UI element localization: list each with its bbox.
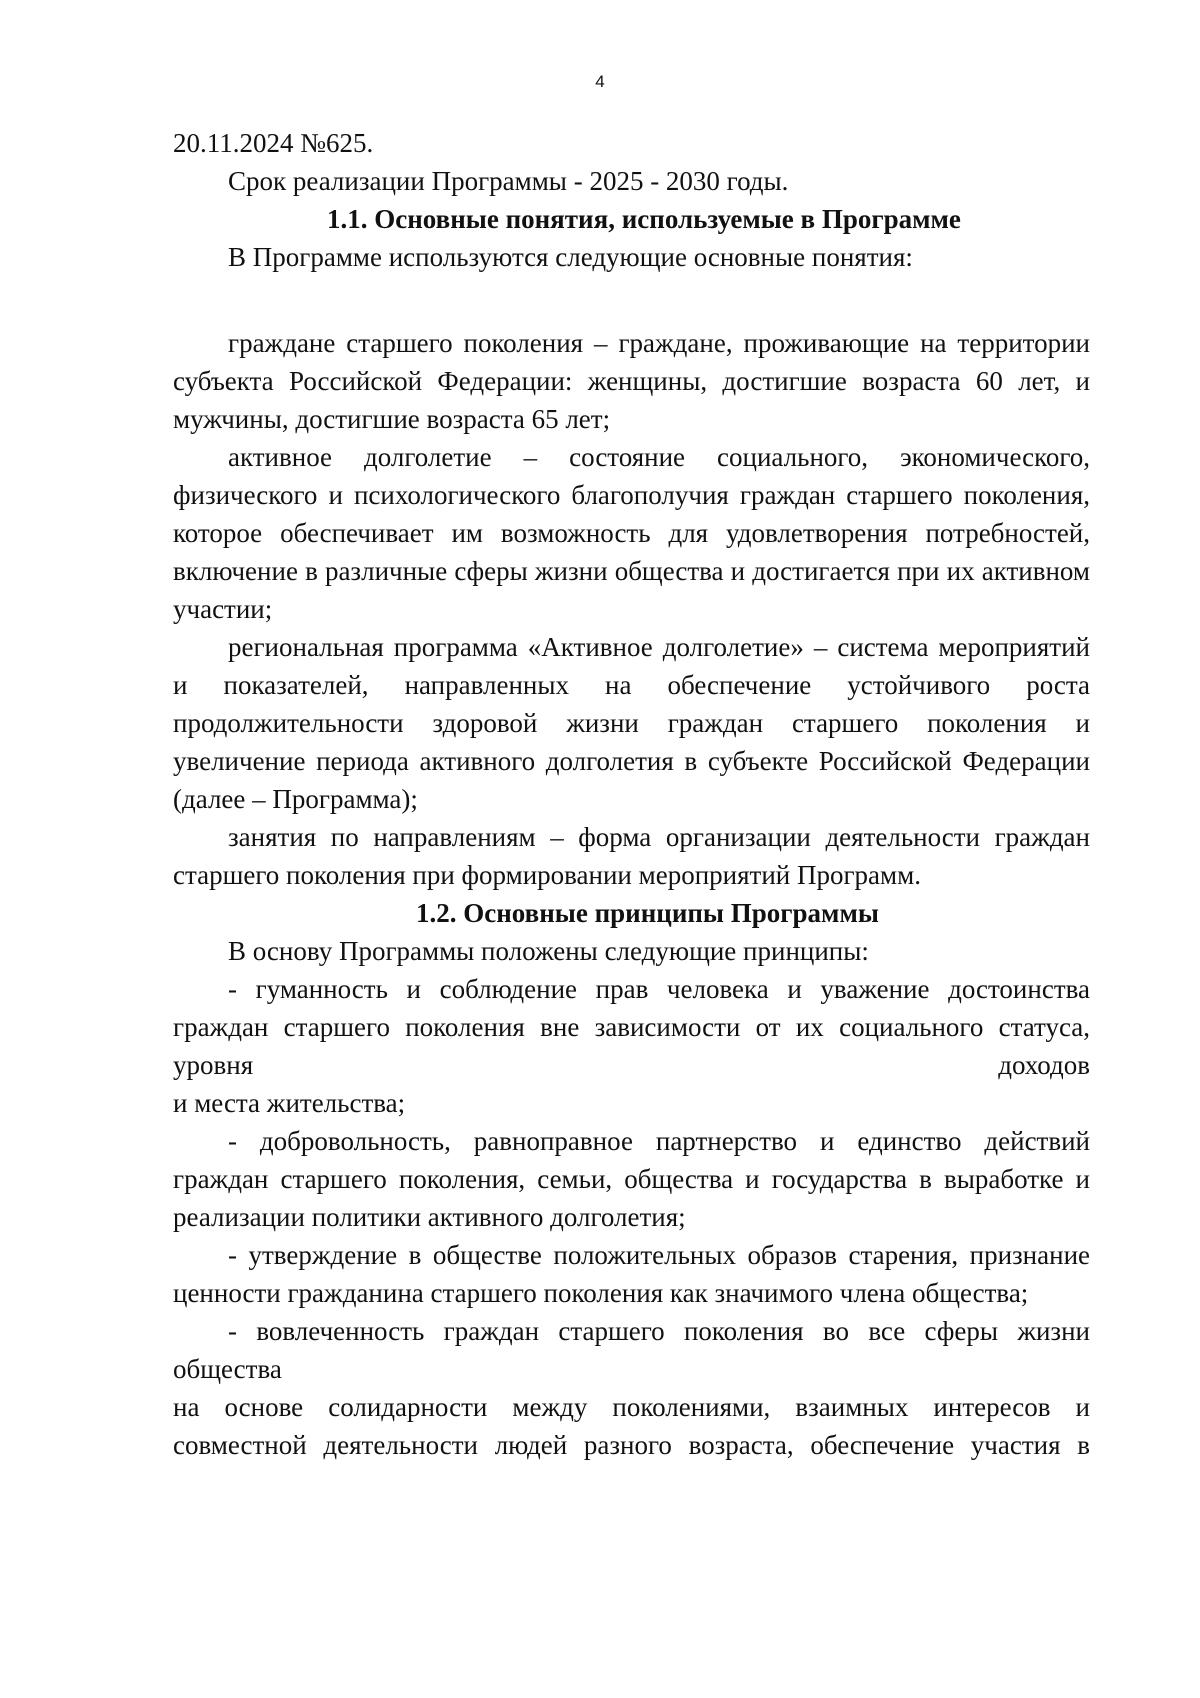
concept-paragraph: граждане старшего поколения – граждане, проживающие на территории субъекта Российской Федерации: женщины, достигшие возраста 60 лет, и мужчины, достигшие возраста 65 лет; <box>173 328 1090 434</box>
concept-paragraph: региональная программа «Активное долголетие» – система мероприятий и показателей, направленных на обеспечение устойчивого роста продолжительности здоровой жизни граждан старшего поколения и увеличение периода активного долголетия в субъекте Российской Федерации (далее – Программа); <box>173 632 1090 814</box>
section-heading-concepts: 1.1. Основные понятия, используемые в Программе <box>327 204 961 234</box>
date-reference-line: 20.11.2024 №625. <box>173 128 374 158</box>
page-number: 4 <box>595 72 605 91</box>
section-heading-principles: 1.2. Основные принципы Программы <box>416 898 879 928</box>
principle-paragraph: - утверждение в обществе положительных образов старения, признание ценности гражданина старшего поколения как значимого члена общества; <box>173 1240 1090 1308</box>
principle-paragraph-continuation: и места жительства; <box>173 1088 406 1118</box>
principle-paragraph: - гуманность и соблюдение прав человека и уважение достоинства граждан старшего поколения вне зависимости от их социального статуса, уровня доходов <box>173 974 1090 1080</box>
concept-paragraph: активное долголетие – состояние социального, экономического, физического и психологического благополучия граждан старшего поколения, которое обеспечивает им возможность для удовлетворения потребностей, включение в различные сферы жизни общества и достигается при их активном участии; <box>173 442 1090 624</box>
principle-paragraph-continuation: на основе солидарности между поколениями, взаимных интересов и совместной деятельности людей разного возраста, обеспечение участия в <box>173 1392 1090 1460</box>
principle-paragraph: - добровольность, равноправное партнерство и единство действий граждан старшего поколения, семьи, общества и государства в выработке и реализации политики активного долголетия; <box>173 1126 1090 1232</box>
document-body <box>173 124 1090 1464</box>
principles-intro: В основу Программы положены следующие принципы: <box>228 936 869 966</box>
spacer <box>173 300 1090 324</box>
concept-paragraph: занятия по направлениям – форма организации деятельности граждан старшего поколения при формировании мероприятий Программ. <box>173 822 1090 890</box>
program-term-line: Срок реализации Программы - 2025 - 2030 годы. <box>228 166 789 196</box>
concepts-intro: В Программе используются следующие основные понятия: <box>228 242 913 272</box>
principle-paragraph: - вовлеченность граждан старшего поколения во все сферы жизни общества <box>173 1316 1090 1384</box>
